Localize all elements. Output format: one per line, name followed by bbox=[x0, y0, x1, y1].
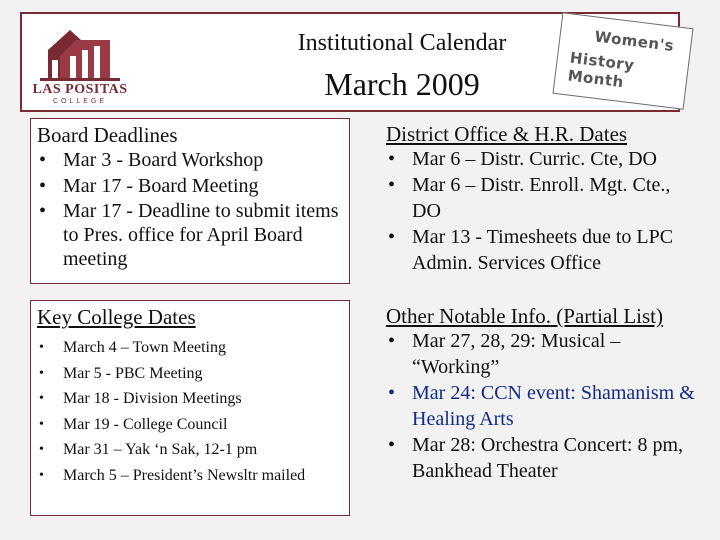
list-item: • March 4 – Town Meeting bbox=[37, 335, 343, 361]
college-logo bbox=[30, 20, 130, 106]
list-item: • March 5 – President’s Newsltr mailed bbox=[37, 463, 343, 489]
list-item: • Mar 17 - Board Meeting bbox=[37, 173, 343, 199]
district-office-heading: District Office & H.R. Dates bbox=[386, 122, 628, 146]
page-title: Institutional Calendar bbox=[297, 30, 507, 56]
board-deadlines-section bbox=[30, 118, 350, 284]
list-item: • Mar 18 - Division Meetings bbox=[37, 386, 343, 412]
list-item: • Mar 3 - Board Workshop bbox=[37, 147, 343, 173]
logo-subtext: COLLEGE bbox=[52, 98, 108, 105]
list-item: • Mar 27, 28, 29: Musical – “Working” bbox=[386, 328, 704, 380]
calendar-header bbox=[20, 12, 680, 112]
list-item: • Mar 6 – Distr. Curric. Cte, DO bbox=[386, 146, 704, 172]
list-item: • Mar 5 - PBC Meeting bbox=[37, 361, 343, 387]
logo-text: LAS POSITAS bbox=[32, 82, 128, 97]
notable-info-section bbox=[380, 300, 710, 496]
list-item: • Mar 24: CCN event: Shamanism & Healing Arts bbox=[386, 380, 704, 432]
key-college-dates-list bbox=[37, 335, 343, 488]
district-office-section bbox=[380, 118, 710, 284]
notable-info-list bbox=[386, 328, 704, 484]
notable-info-heading: Other Notable Info. (Partial List) bbox=[386, 304, 663, 328]
list-item: • Mar 6 – Distr. Enroll. Mgt. Cte., DO bbox=[386, 172, 704, 224]
list-item: • Mar 28: Orchestra Concert: 8 pm, Bankhead Theater bbox=[386, 432, 704, 484]
key-college-dates-heading: Key College Dates bbox=[37, 305, 196, 329]
list-item: • Mar 31 – Yak ‘n Sak, 12-1 pm bbox=[37, 437, 343, 463]
list-item: • Mar 17 - Deadline to submit items to Pres. office for April Board meeting bbox=[37, 199, 343, 271]
badge-line-2: History Month bbox=[566, 48, 636, 92]
list-item: • Mar 19 - College Council bbox=[37, 412, 343, 438]
womens-history-month-badge bbox=[552, 12, 693, 109]
district-office-list bbox=[386, 146, 704, 276]
list-item: • Mar 13 - Timesheets due to LPC Admin. Services Office bbox=[386, 224, 704, 276]
badge-line-1: Women's bbox=[593, 27, 676, 56]
key-college-dates-section bbox=[30, 300, 350, 516]
board-deadlines-heading: Board Deadlines bbox=[37, 123, 178, 147]
page-month: March 2009 bbox=[324, 66, 480, 102]
board-deadlines-list bbox=[37, 147, 343, 271]
